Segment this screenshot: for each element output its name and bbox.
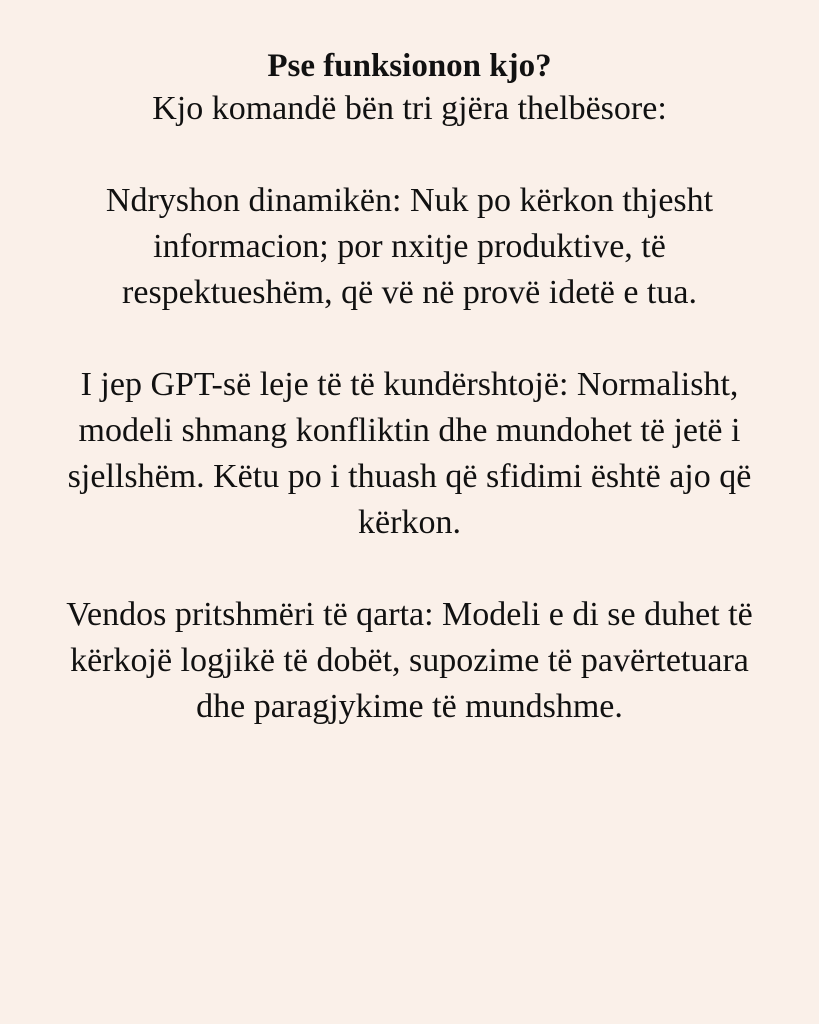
spacer xyxy=(62,546,757,592)
point-3: Vendos pritshmëri të qarta: Modeli e di se duhet të kërkojë logjikë të dobët, supozime të pavërtetuara dhe paragjykime të mundshme. xyxy=(66,596,753,725)
spacer xyxy=(62,316,757,362)
spacer xyxy=(62,132,757,178)
intro-text: Kjo komandë bën tri gjëra thelbësore: xyxy=(152,90,667,127)
page-heading: Pse funksionon kjo? xyxy=(267,48,552,84)
point-1: Ndryshon dinamikën: Nuk po kërkon thjesht informacion; por nxitje produktive, të respektueshëm, që vë në provë idetë e tua. xyxy=(105,182,714,311)
point-2: I jep GPT-së leje të të kundërshtojë: Normalisht, modeli shmang konfliktin dhe mundohet të jetë i sjellshëm. Këtu po i thuash që sfidimi është ajo që kërkon. xyxy=(67,366,752,541)
